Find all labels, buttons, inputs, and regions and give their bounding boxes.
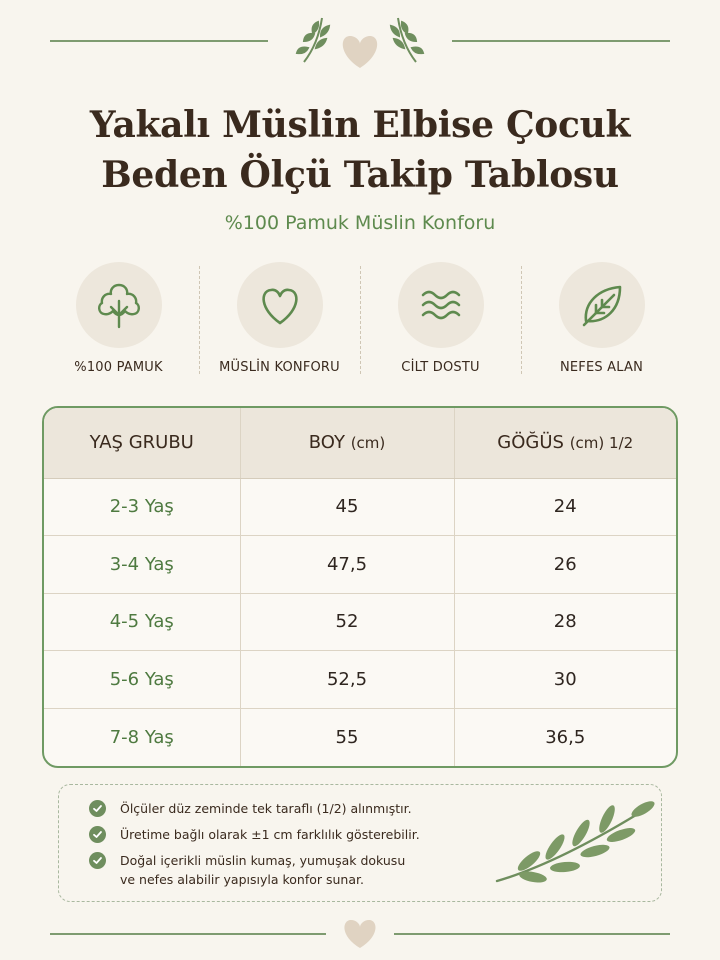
olive-branch-icon <box>489 793 659 893</box>
feature-breathable <box>521 262 682 382</box>
feature-row <box>38 262 682 382</box>
age-cell: 7-8 Yaş <box>44 708 240 766</box>
notes-list <box>89 799 420 896</box>
feature-label: %100 PAMUK <box>74 360 163 375</box>
heart-icon <box>252 277 308 333</box>
header-age-group <box>44 408 240 478</box>
header-unit: (cm) 1/2 <box>569 434 634 453</box>
table-row <box>44 708 676 766</box>
left-sprig-icon <box>297 18 329 62</box>
height-cell: 47,5 <box>240 536 454 594</box>
check-icon <box>89 852 106 869</box>
heart-ornament-icon <box>344 920 375 948</box>
table-header-row <box>44 408 676 478</box>
notes-card <box>58 784 662 902</box>
table-row <box>44 593 676 651</box>
table-row <box>44 478 676 536</box>
chest-cell: 24 <box>454 478 676 536</box>
feature-skin-friendly <box>360 262 521 382</box>
size-table-card <box>42 406 678 768</box>
chest-cell: 26 <box>454 536 676 594</box>
page-subtitle: %100 Pamuk Müslin Konforu <box>224 212 496 234</box>
chest-cell: 30 <box>454 651 676 709</box>
feature-circle <box>398 262 484 348</box>
cotton-plant-icon <box>89 275 149 335</box>
note-item <box>89 825 420 844</box>
age-cell: 4-5 Yaş <box>44 593 240 651</box>
chest-cell: 36,5 <box>454 708 676 766</box>
age-cell: 2-3 Yaş <box>109 496 174 518</box>
waves-icon <box>413 277 469 333</box>
header-label: YAŞ GRUBU <box>89 432 194 454</box>
table-row <box>44 651 676 709</box>
note-text: Doğal içerikli müslin kumaş, yumuşak dokusu ve nefes alabilir yapısıyla konfor sunar. <box>120 853 406 887</box>
height-cell: 52,5 <box>240 651 454 709</box>
header-chest <box>454 408 676 478</box>
table-row <box>44 536 676 594</box>
note-text: Ölçüler düz zeminde tek taraflı (1/2) alınmıştır. <box>120 801 412 816</box>
feature-label: NEFES ALAN <box>559 360 644 375</box>
feature-cotton <box>38 262 199 382</box>
height-cell: 45 <box>240 478 454 536</box>
right-sprig-icon <box>391 18 423 62</box>
feature-label: CİLT DOSTU <box>401 360 480 375</box>
top-ornament <box>0 14 720 74</box>
page-title <box>0 100 720 200</box>
age-cell: 3-4 Yaş <box>44 536 240 594</box>
check-icon <box>89 826 106 843</box>
feature-label: MÜSLİN KONFORU <box>219 360 340 375</box>
title-line-1: Yakalı Müslin Elbise Çocuk <box>89 104 631 146</box>
check-icon <box>89 800 106 817</box>
title-line-2: Beden Ölçü Takip Tablosu <box>101 154 619 196</box>
feature-muslin-comfort <box>199 262 360 382</box>
header-label: BOY <box>308 432 345 454</box>
note-item <box>89 799 420 818</box>
note-item <box>89 851 420 889</box>
header-label: GÖĞÜS <box>497 432 564 454</box>
feature-circle <box>559 262 645 348</box>
bottom-ornament <box>0 912 720 952</box>
size-table <box>44 408 676 766</box>
note-text: Üretime bağlı olarak ±1 cm farklılık gösterebilir. <box>120 827 420 842</box>
chest-cell: 28 <box>454 593 676 651</box>
age-cell: 5-6 Yaş <box>44 651 240 709</box>
height-cell: 52 <box>240 593 454 651</box>
header-height <box>240 408 454 478</box>
height-cell: 55 <box>240 708 454 766</box>
feature-circle <box>237 262 323 348</box>
heart-ornament-icon <box>343 36 377 68</box>
feature-circle <box>76 262 162 348</box>
leaf-icon <box>574 277 630 333</box>
header-unit: (cm) <box>350 434 386 453</box>
